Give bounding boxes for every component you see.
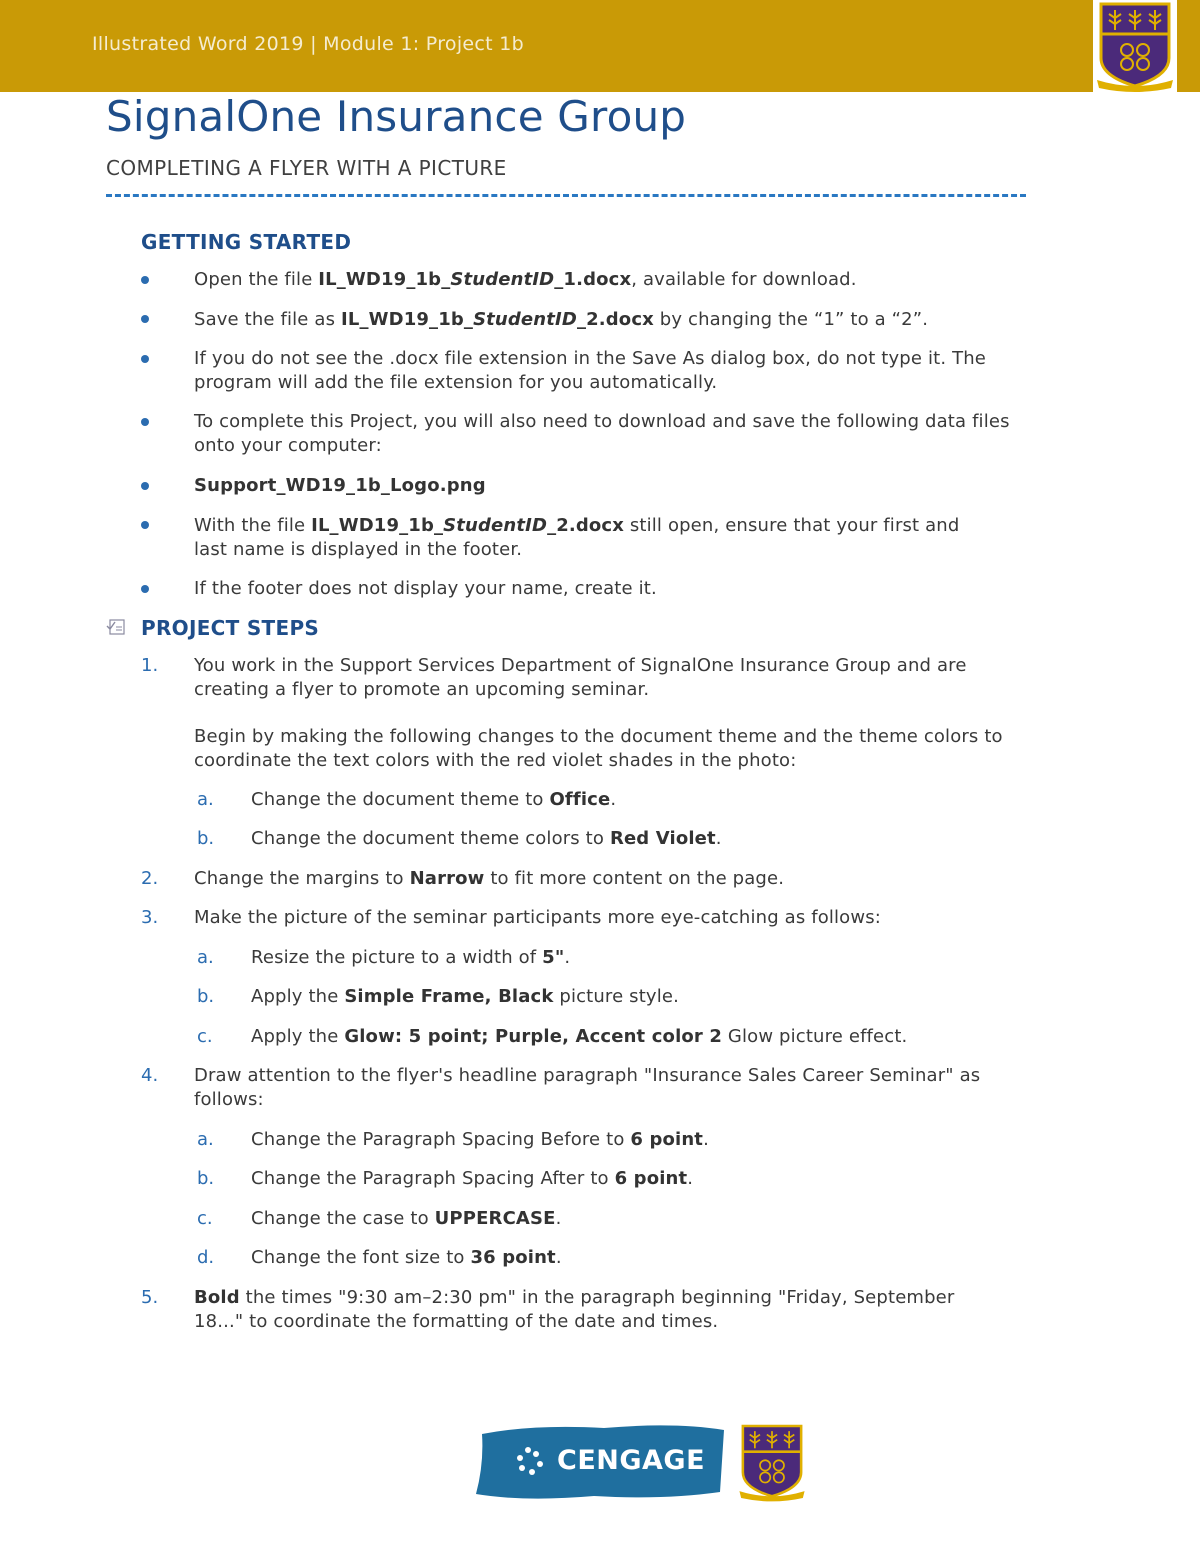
step-text: You work in the Support Services Department of SignalOne Insurance Group and are creating a flyer to promote an upcoming seminar.: [194, 655, 967, 700]
step-text: Make the picture of the seminar participants more eye-catching as follows:: [194, 907, 881, 928]
step-number: 5.: [141, 1287, 159, 1308]
bullet-icon: [141, 482, 149, 490]
step-number: 1.: [141, 655, 159, 676]
substep-text: Resize the picture to a width of 5".: [251, 947, 571, 968]
substep-label: b.: [197, 986, 215, 1007]
substep-text: Change the document theme colors to Red Violet.: [251, 828, 722, 849]
step-text: Draw attention to the flyer's headline paragraph "Insurance Sales Career Seminar" as follows:: [194, 1065, 981, 1110]
step-text: Begin by making the following changes to the document theme and the theme colors to coordinate the text colors with the red violet shades in the photo:: [194, 726, 1003, 771]
substep-text: Apply the Glow: 5 point; Purple, Accent color 2 Glow picture effect.: [251, 1026, 908, 1047]
substep-label: c.: [197, 1208, 213, 1229]
substep-label: b.: [197, 828, 215, 849]
substep-label: a.: [197, 789, 214, 810]
document-subtitle: COMPLETING A FLYER WITH A PICTURE: [106, 156, 507, 180]
cengage-wordmark: CENGAGE: [557, 1445, 706, 1476]
list-item: If the footer does not display your name, create it.: [194, 578, 657, 599]
step-text: Change the margins to Narrow to fit more content on the page.: [194, 868, 785, 889]
substep-label: a.: [197, 1129, 214, 1150]
list-item: With the file IL_WD19_1b_StudentID_2.docx still open, ensure that your first and last name is displayed in the footer.: [194, 515, 960, 560]
divider: [106, 194, 1026, 197]
list-item: Support_WD19_1b_Logo.png: [194, 475, 486, 496]
step-number: 2.: [141, 868, 159, 889]
bullet-icon: [141, 355, 149, 363]
bullet-icon: [141, 418, 149, 426]
project-steps-heading: PROJECT STEPS: [141, 616, 320, 640]
bullet-icon: [141, 276, 149, 284]
getting-started-heading: GETTING STARTED: [141, 230, 352, 254]
document-title: SignalOne Insurance Group: [106, 92, 687, 141]
university-crest-logo: [736, 1422, 808, 1502]
list-item: Open the file IL_WD19_1b_StudentID_1.docx, available for download.: [194, 269, 857, 290]
list-item: Save the file as IL_WD19_1b_StudentID_2.docx by changing the “1” to a “2”.: [194, 309, 929, 330]
substep-text: Change the font size to 36 point.: [251, 1247, 562, 1268]
university-crest-logo: [1093, 0, 1177, 92]
bullet-icon: [141, 521, 149, 529]
list-item: If you do not see the .docx file extension in the Save As dialog box, do not type it. The program will add the file extension for you automatically.: [194, 348, 986, 393]
substep-label: b.: [197, 1168, 215, 1189]
step-number: 3.: [141, 907, 159, 928]
bullet-icon: [141, 315, 149, 323]
step-text: Bold the times "9:30 am–2:30 pm" in the paragraph beginning "Friday, September 18..." to coordinate the formatting of the date and times.: [194, 1287, 955, 1332]
list-item: To complete this Project, you will also need to download and save the following data files onto your computer:: [194, 411, 1010, 456]
substep-text: Change the document theme to Office.: [251, 789, 617, 810]
bullet-icon: [141, 585, 149, 593]
step-number: 4.: [141, 1065, 159, 1086]
header-title: Illustrated Word 2019 | Module 1: Project 1b: [92, 33, 525, 55]
substep-text: Apply the Simple Frame, Black picture style.: [251, 986, 679, 1007]
substep-label: c.: [197, 1026, 213, 1047]
checklist-icon: [106, 618, 126, 636]
substep-text: Change the case to UPPERCASE.: [251, 1208, 562, 1229]
substep-label: a.: [197, 947, 214, 968]
substep-text: Change the Paragraph Spacing After to 6 point.: [251, 1168, 694, 1189]
substep-label: d.: [197, 1247, 215, 1268]
substep-text: Change the Paragraph Spacing Before to 6 point.: [251, 1129, 709, 1150]
